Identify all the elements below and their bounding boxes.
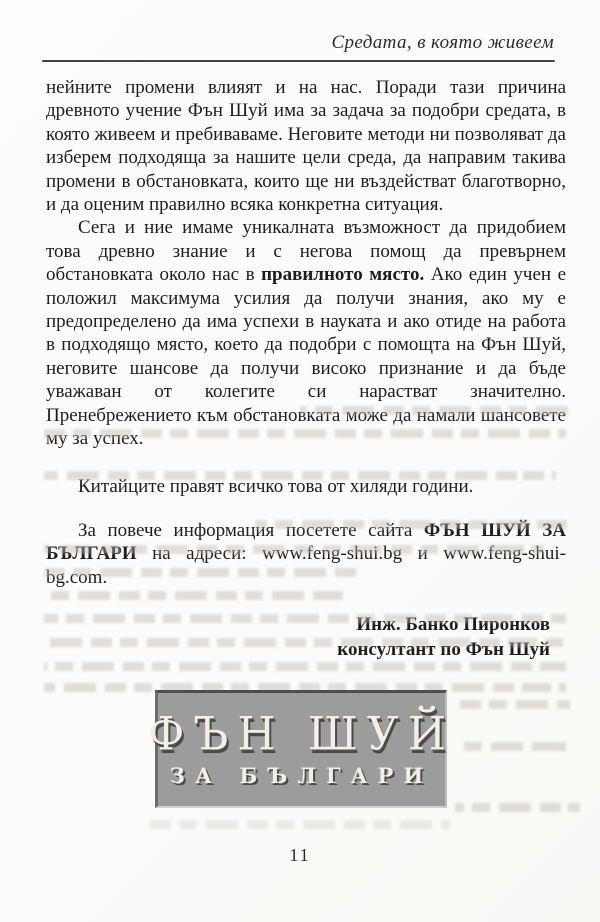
header-rule (42, 60, 555, 62)
feng-shui-logo-banner (147, 690, 456, 808)
paragraph-text: Сега и ние имаме уникалната възможност да придобием това древно знание и с негова помощ да превърнем обстановката около нас в (46, 217, 566, 286)
bleed-through-line (460, 700, 570, 709)
paragraph-text: За повече информация посетете сайта (78, 519, 424, 541)
body-paragraph: Китайците правят всичко това от хиляди години. (78, 475, 474, 497)
signature-role: консултант по Фън Шуй (337, 639, 550, 661)
bleed-through-line (455, 803, 580, 812)
logo-title: ФЪН ШУЙ (147, 707, 456, 761)
logo-subtitle: ЗА БЪЛГАРИ (169, 762, 434, 788)
bold-phrase: правилното място. (261, 264, 425, 286)
text-block (46, 76, 566, 662)
paragraph-text: на адреси: www.feng-shui.bg и www.feng-shui-bg.com. (46, 543, 566, 588)
signature-name: Инж. Банко Пиронков (356, 614, 550, 636)
author-signature (46, 612, 566, 662)
page-number: 11 (289, 845, 311, 865)
body-paragraph: нейните промени влияят и на нас. Поради тази причина древното учение Фън Шуй има за задача за подобри средата, в която живеем и пребиваваме. Неговите методи ни позволяват да изберем подходяща за нашите цели среда, да направим такива промени в обстановката, които ще ни въздействат благотворно, и да оценим правилно всяка конкретна ситуация. (46, 77, 566, 216)
bleed-through-line (150, 820, 450, 829)
site-name-bold: ФЪН ШУЙ ЗА БЪЛГАРИ (46, 519, 566, 565)
paragraph-text: Ако един учен е положил максимума усилия да получи знания, ако му е предопределено да има успехи в науката и ако отиде на работа в подходящо място, което да подобри с помощта на Фън Шуй, неговите шансове да получи високо признание и да бъде уважаван от колегите си нарастват значително. Пренебрежението към обстановката може да намали шансовете му за успех. (46, 264, 566, 450)
body-paragraph (46, 216, 566, 450)
body-paragraph (46, 519, 566, 589)
bleed-through-line (460, 742, 570, 751)
running-head-title: Средата, в която живеем (331, 32, 554, 53)
bleed-through-line (44, 662, 566, 671)
